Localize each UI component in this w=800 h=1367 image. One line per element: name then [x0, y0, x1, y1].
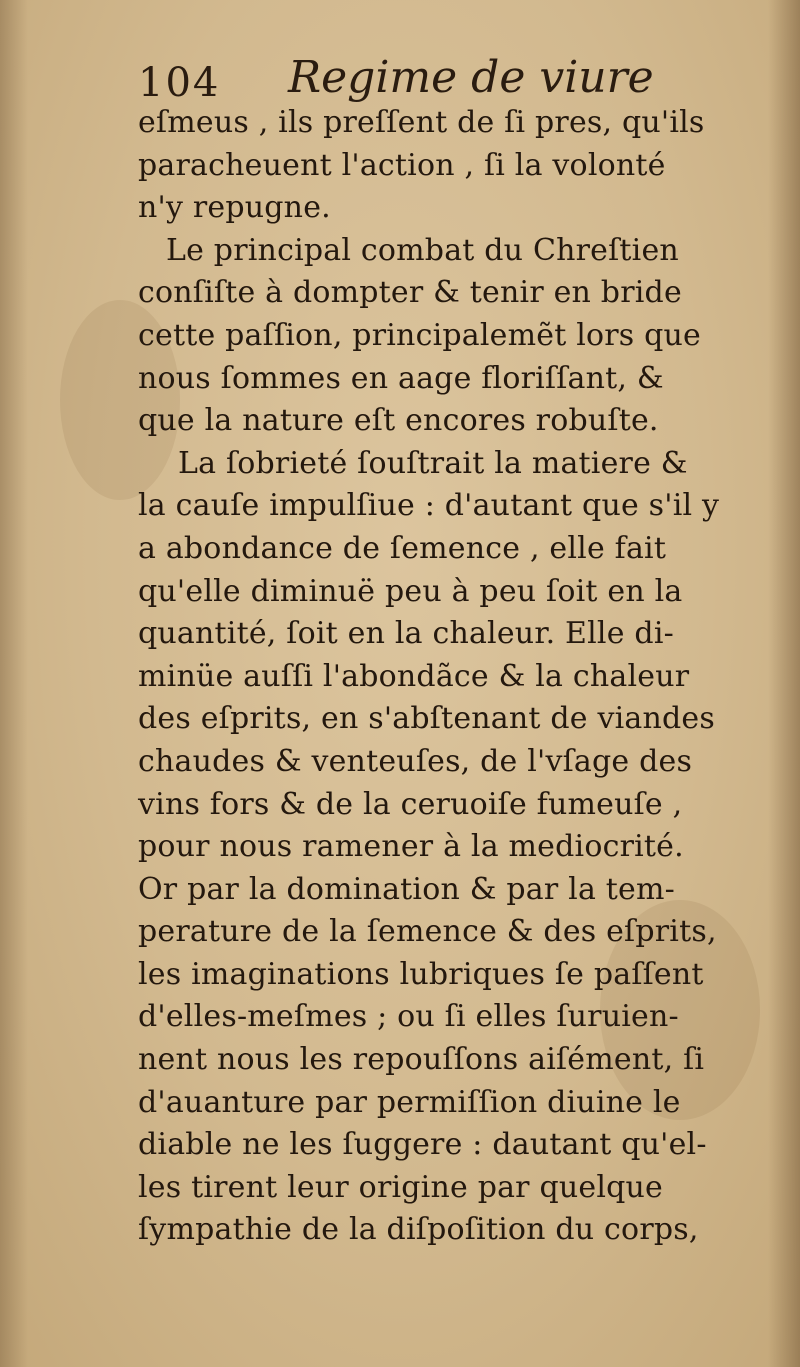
- text-line: cette paſſion, principalemẽt lors que: [138, 317, 702, 353]
- text-line: nent nous les repouſſons aiſément, ſi: [138, 1042, 705, 1078]
- text-line: n'y repugne.: [138, 190, 331, 226]
- text-line: des eſprits, en s'abſtenant de viandes: [138, 701, 715, 737]
- text-line: eſmeus , ils preſſent de ſi pres, qu'ils: [138, 105, 705, 140]
- text-line: chaudes & venteuſes, de l'vſage des: [138, 743, 693, 779]
- text-line: a abondance de ſemence , elle fait: [138, 530, 667, 566]
- page-left-edge-shadow: [0, 0, 28, 1367]
- body-text: [138, 102, 720, 1252]
- page-number: 104: [138, 60, 221, 106]
- page-right-edge-shadow: [768, 0, 800, 1367]
- text-line: pour nous ramener à la mediocrité.: [138, 829, 684, 865]
- text-line: perature de la ſemence & des eſprits,: [138, 914, 717, 950]
- text-line: d'auanture par permiſſion diuine le: [138, 1084, 681, 1120]
- running-title: Regime de viure: [288, 52, 654, 103]
- text-line: qu'elle diminuë peu à peu ſoit en la: [138, 573, 683, 609]
- text-line: minüe auſſi l'abondãce & la chaleur: [138, 658, 690, 694]
- text-line: diable ne les ſuggere : dautant qu'el-: [138, 1127, 707, 1163]
- text-line: d'elles-meſmes ; ou ſi elles ſuruien-: [138, 999, 679, 1035]
- text-line: les imaginations lubriques ſe paſſent: [138, 956, 704, 992]
- page-header: [138, 48, 718, 108]
- text-line: que la nature eſt encores robuſte.: [138, 403, 659, 439]
- text-line: conſiſte à dompter & tenir en bride: [138, 275, 682, 311]
- text-line: quantité, ſoit en la chaleur. Elle di-: [138, 616, 674, 652]
- text-line: Le principal combat du Chreſtien: [166, 232, 679, 268]
- text-line: vins fors & de la ceruoiſe fumeuſe ,: [138, 786, 683, 822]
- text-line: ſympathie de la diſpoſition du corps,: [138, 1212, 699, 1248]
- text-line: paracheuent l'action , ſi la volonté: [138, 147, 666, 183]
- text-line: Or par la domination & par la tem-: [138, 871, 675, 907]
- text-line: les tirent leur origine par quelque: [138, 1169, 664, 1205]
- text-line: La ſobrieté ſouſtrait la matiere &: [178, 445, 688, 481]
- text-line: nous ſommes en aage floriſſant, &: [138, 360, 664, 396]
- text-line: la cauſe impulſiue : d'autant que s'il y: [138, 488, 720, 524]
